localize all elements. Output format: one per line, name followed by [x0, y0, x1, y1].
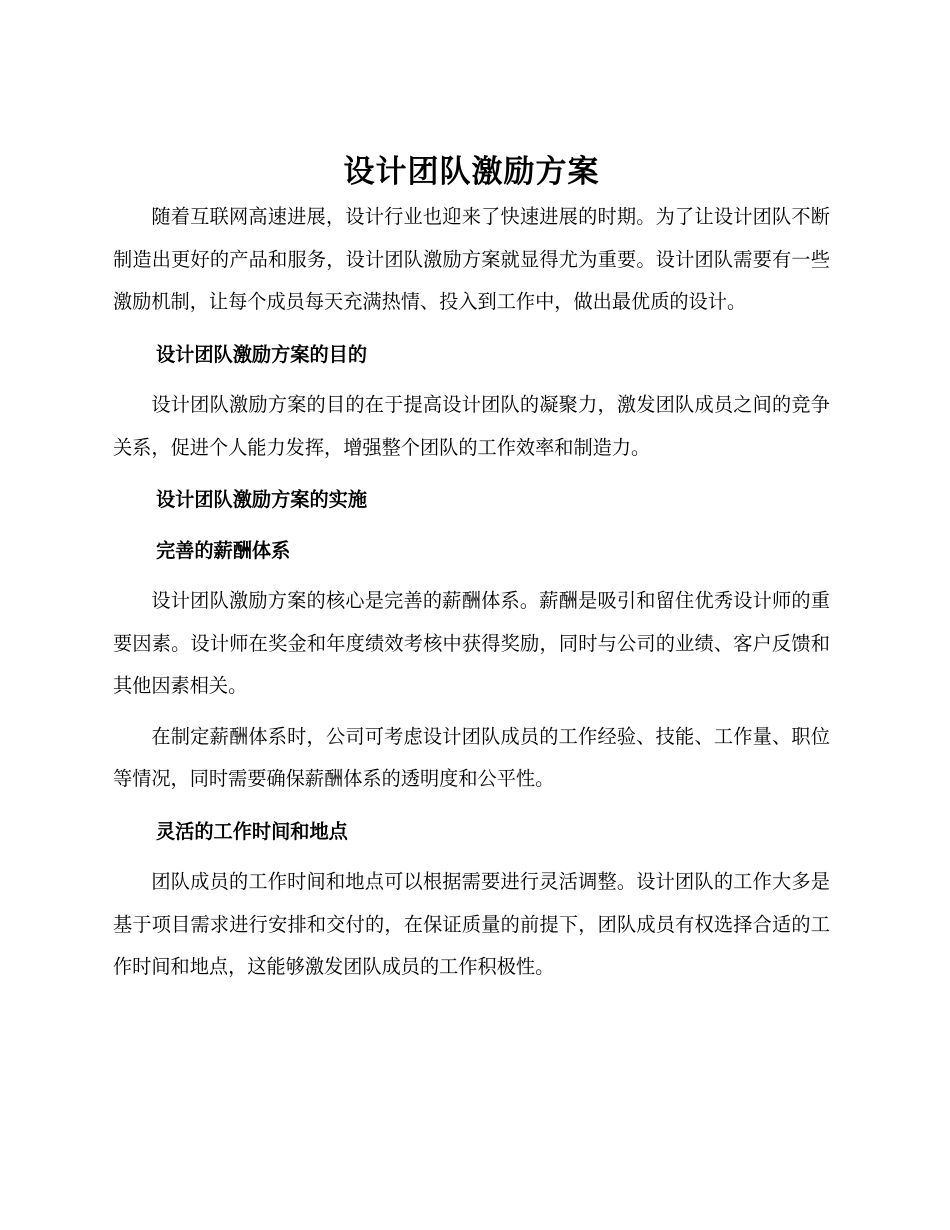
section-heading-flexible-work: 灵活的工作时间和地点 [156, 819, 348, 843]
intro-paragraph: 随着互联网高速进展，设计行业也迎来了快速进展的时期。为了让设计团队不断制造出更好的产品和服务，设计团队激励方案就显得尤为重要。设计团队需要有一些激励机制，让每个成员每天充满热情、投入到工作中，做出最优质的设计。 [113, 205, 830, 313]
section-heading-implementation: 设计团队激励方案的实施 [156, 488, 368, 511]
section-heading-salary: 完善的薪酬体系 [156, 538, 291, 562]
flexible-work-paragraph: 团队成员的工作时间和地点可以根据需要进行灵活调整。设计团队的工作大多是基于项目需求进行安排和交付的，在保证质量的前提下，团队成员有权选择合适的工作时间和地点，这能够激发团队成员的工作积极性。 [113, 870, 830, 978]
document-title: 设计团队激励方案 [343, 154, 600, 190]
salary-paragraph-1: 设计团队激励方案的核心是完善的薪酬体系。薪酬是吸引和留住优秀设计师的重要因素。设计师在奖金和年度绩效考核中获得奖励，同时与公司的业绩、客户反馈和其他因素相关。 [113, 589, 830, 697]
section-heading-purpose: 设计团队激励方案的目的 [156, 342, 368, 366]
document-page [113, 148, 830, 989]
purpose-paragraph: 设计团队激励方案的目的在于提高设计团队的凝聚力，激发团队成员之间的竞争关系，促进个人能力发挥，增强整个团队的工作效率和制造力。 [113, 393, 830, 459]
salary-paragraph-2: 在制定薪酬体系时，公司可考虑设计团队成员的工作经验、技能、工作量、职位等情况，同时需要确保薪酬体系的透明度和公平性。 [113, 724, 830, 790]
